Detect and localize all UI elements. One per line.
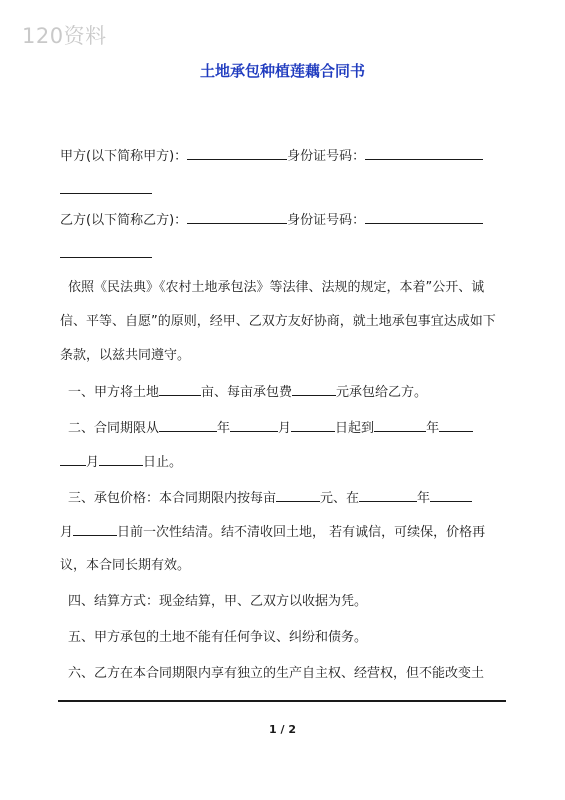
clause-2-start-day-blank [291, 418, 335, 432]
clause-3-price-blank [276, 488, 320, 502]
clause-3-year-label: 年 [417, 491, 431, 506]
clause-5: 五、甲方承包的土地不能有任何争议、纠纷和债务。 [68, 630, 368, 645]
clause-2-text-g: 日止。 [143, 455, 183, 470]
clause-1-area-blank [159, 382, 201, 396]
clause-2-end-month-blank [60, 452, 86, 466]
party-b-line [60, 210, 505, 231]
clause-3 [68, 488, 505, 509]
preamble-line-2: 信、平等、自愿”的原则，经甲、乙双方友好协商，就土地承包事宜达成如下 [60, 314, 496, 329]
party-a-name-blank [187, 146, 287, 160]
party-a-id-label: 身份证号码： [287, 149, 366, 164]
clause-1-text-b: 亩、每亩承包费 [201, 385, 293, 400]
clause-2-text-a: 二、合同期限从 [68, 421, 160, 436]
clause-3-month-blank-start [430, 488, 472, 502]
party-a-id-blank [365, 146, 483, 160]
clause-2-cont [60, 452, 505, 473]
clause-2-start-year-blank [159, 418, 217, 432]
party-b-label: 乙方(以下简称乙方)： [60, 213, 188, 228]
clause-6: 六、乙方在本合同期限内享有独立的生产自主权、经营权，但不能改变土 [68, 666, 485, 681]
clause-2-end-year-label: 年 [426, 421, 440, 436]
clause-2-year-label: 年 [217, 421, 231, 436]
clause-2-month-label: 月 [278, 421, 292, 436]
clause-2-end-blank [439, 418, 473, 432]
clause-1 [68, 382, 505, 403]
clause-3-line-3: 议，本合同长期有效。 [60, 558, 191, 573]
clause-1-fee-blank [292, 382, 336, 396]
party-a-label: 甲方(以下简称甲方)： [60, 149, 188, 164]
clause-3-year-blank [359, 488, 417, 502]
page-number: 1 / 2 [269, 723, 296, 736]
party-b-id-label: 身份证号码： [287, 213, 366, 228]
clause-2-end-month-label: 月 [86, 455, 100, 470]
clause-3-day-blank [73, 522, 117, 536]
clause-1-text-a: 一、甲方将土地 [68, 385, 160, 400]
document-title: 土地承包种植莲藕合同书 [199, 62, 365, 80]
party-a-line-cont [60, 180, 505, 201]
party-a-id-blank-cont [60, 180, 152, 194]
clause-2 [68, 418, 505, 439]
clause-3-text-b: 元、在 [320, 491, 360, 506]
clause-2-text-d: 日起到 [335, 421, 375, 436]
party-b-id-blank-cont [60, 244, 152, 258]
party-b-id-blank [365, 210, 483, 224]
clause-3-line-2 [60, 522, 505, 543]
clause-3-text-e: 日前一次性结清。结不清收回土地， 若有诚信，可续保，价格再 [117, 525, 486, 540]
party-b-name-blank [187, 210, 287, 224]
clause-2-end-day-blank [99, 452, 143, 466]
party-b-line-cont [60, 244, 505, 265]
preamble-line-3: 条款，以兹共同遵守。 [60, 348, 191, 363]
party-a-line [60, 146, 505, 167]
clause-4: 四、结算方式：现金结算，甲、乙双方以收据为凭。 [68, 594, 368, 609]
clause-3-month-label: 月 [60, 525, 74, 540]
preamble-line-1: 依照《民法典》《农村土地承包法》等法律、法规的规定，本着”公开、诚 [68, 280, 485, 295]
watermark: 120资料 [22, 24, 107, 48]
clause-2-end-year-blank [374, 418, 426, 432]
footer-divider [58, 700, 506, 702]
clause-1-text-c: 元承包给乙方。 [336, 385, 428, 400]
clause-2-start-month-blank [230, 418, 278, 432]
clause-3-text-a: 三、承包价格：本合同期限内按每亩 [68, 491, 277, 506]
